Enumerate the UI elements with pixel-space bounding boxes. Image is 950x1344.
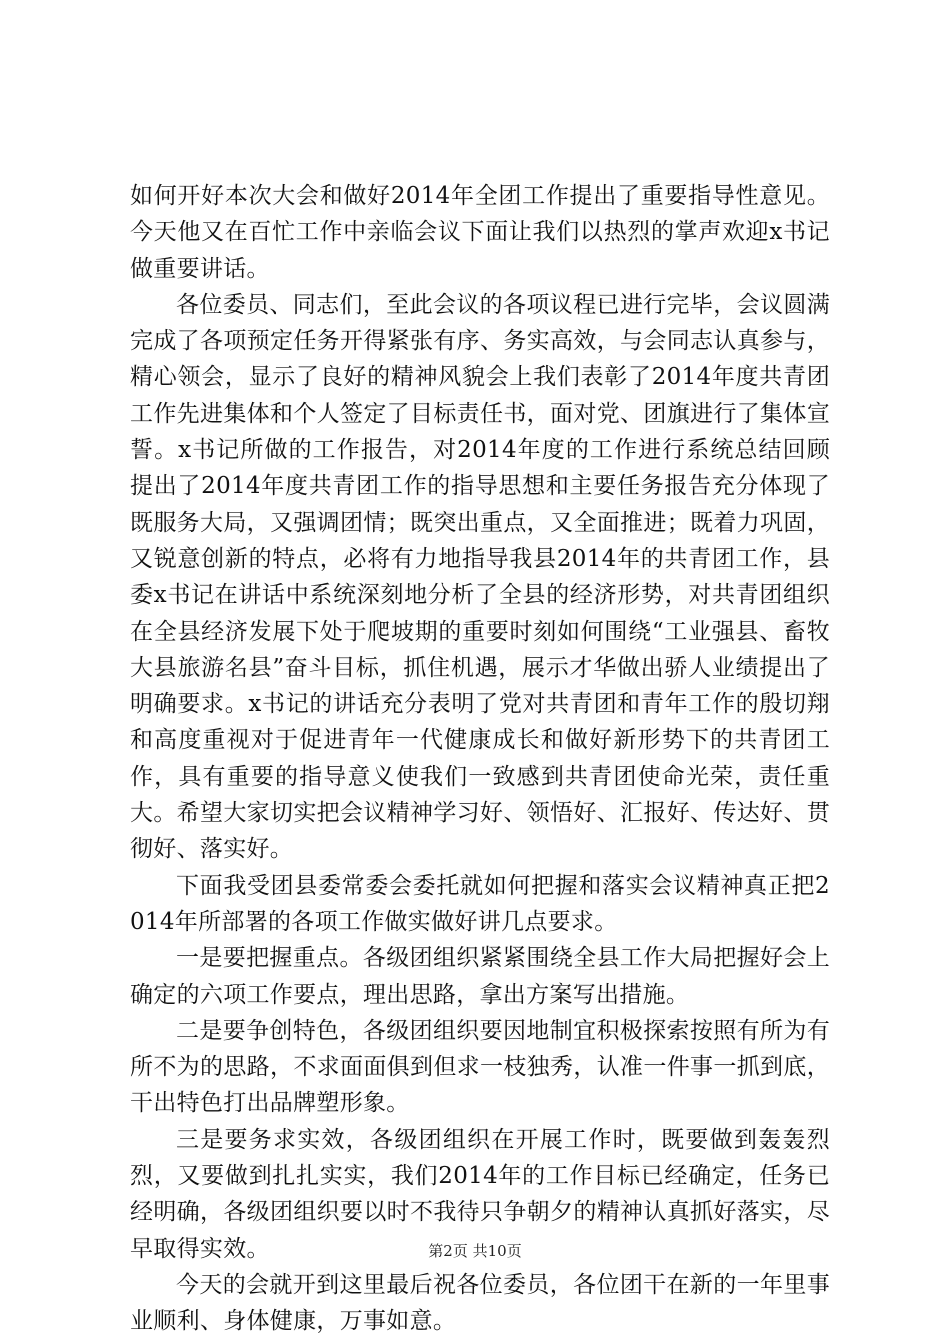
paragraph-continuation: 如何开好本次大会和做好2014年全团工作提出了重要指导性意见。今天他又在百忙工作中亲临会议下面让我们以热烈的掌声欢迎x书记做重要讲话。	[130, 183, 830, 282]
paragraph-requirement-two: 二是要争创特色，各级团组织要因地制宜积极探索按照有所为有所不为的思路，不求面面俱到但求一枝独秀，认准一件事一抓到底，干出特色打出品牌塑形象。	[130, 1017, 830, 1117]
paragraph-closing: 今天的会就开到这里最后祝各位委员，各位团干在新的一年里事业顺利、身体健康，万事如意。	[130, 1271, 830, 1335]
document-body	[130, 178, 830, 1340]
page-number-footer: 第2页 共10页	[428, 1242, 522, 1260]
paragraph-requirement-one: 一是要把握重点。各级团组织紧紧围绕全县工作大局把握好会上确定的六项工作要点，理出思路，拿出方案写出措施。	[130, 945, 830, 1008]
paragraph-requirement-three: 三是要务求实效，各级团组织在开展工作时，既要做到轰轰烈烈，又要做到扎扎实实，我们2014年的工作目标已经确定，任务已经明确，各级团组织要以时不我待只争朝夕的精神认真抓好落实，尽早取得实效。	[130, 1126, 830, 1262]
paragraph-meeting-summary: 各位委员、同志们，至此会议的各项议程已进行完毕，会议圆满完成了各项预定任务开得紧张有序、务实高效，与会同志认真参与，精心领会，显示了良好的精神风貌会上我们表彰了2014年度共青团工作先进集体和个人签定了目标责任书，面对党、团旗进行了集体宣誓。x书记所做的工作报告，对2014年度的工作进行系统总结回顾提出了2014年度共青团工作的指导思想和主要任务报告充分体现了既服务大局，又强调团情；既突出重点，又全面推进；既着力巩固，又锐意创新的特点，必将有力地指导我县2014年的共青团工作，县委x书记在讲话中系统深刻地分析了全县的经济形势，对共青团组织在全县经济发展下处于爬坡期的重要时刻如何围绕“工业强县、畜牧大县旅游名县”奋斗目标，抓住机遇，展示才华做出骄人业绩提出了明确要求。x书记的讲话充分表明了党对共青团和青年工作的殷切翔和高度重视对于促进青年一代健康成长和做好新形势下的共青团工作，具有重要的指导意义使我们一致感到共青团使命光荣，责任重大。希望大家切实把会议精神学习好、领悟好、汇报好、传达好、贯彻好、落实好。	[130, 291, 830, 863]
paragraph-requirements-intro: 下面我受团县委常委会委托就如何把握和落实会议精神真正把2014年所部署的各项工作做实做好讲几点要求。	[130, 872, 830, 935]
